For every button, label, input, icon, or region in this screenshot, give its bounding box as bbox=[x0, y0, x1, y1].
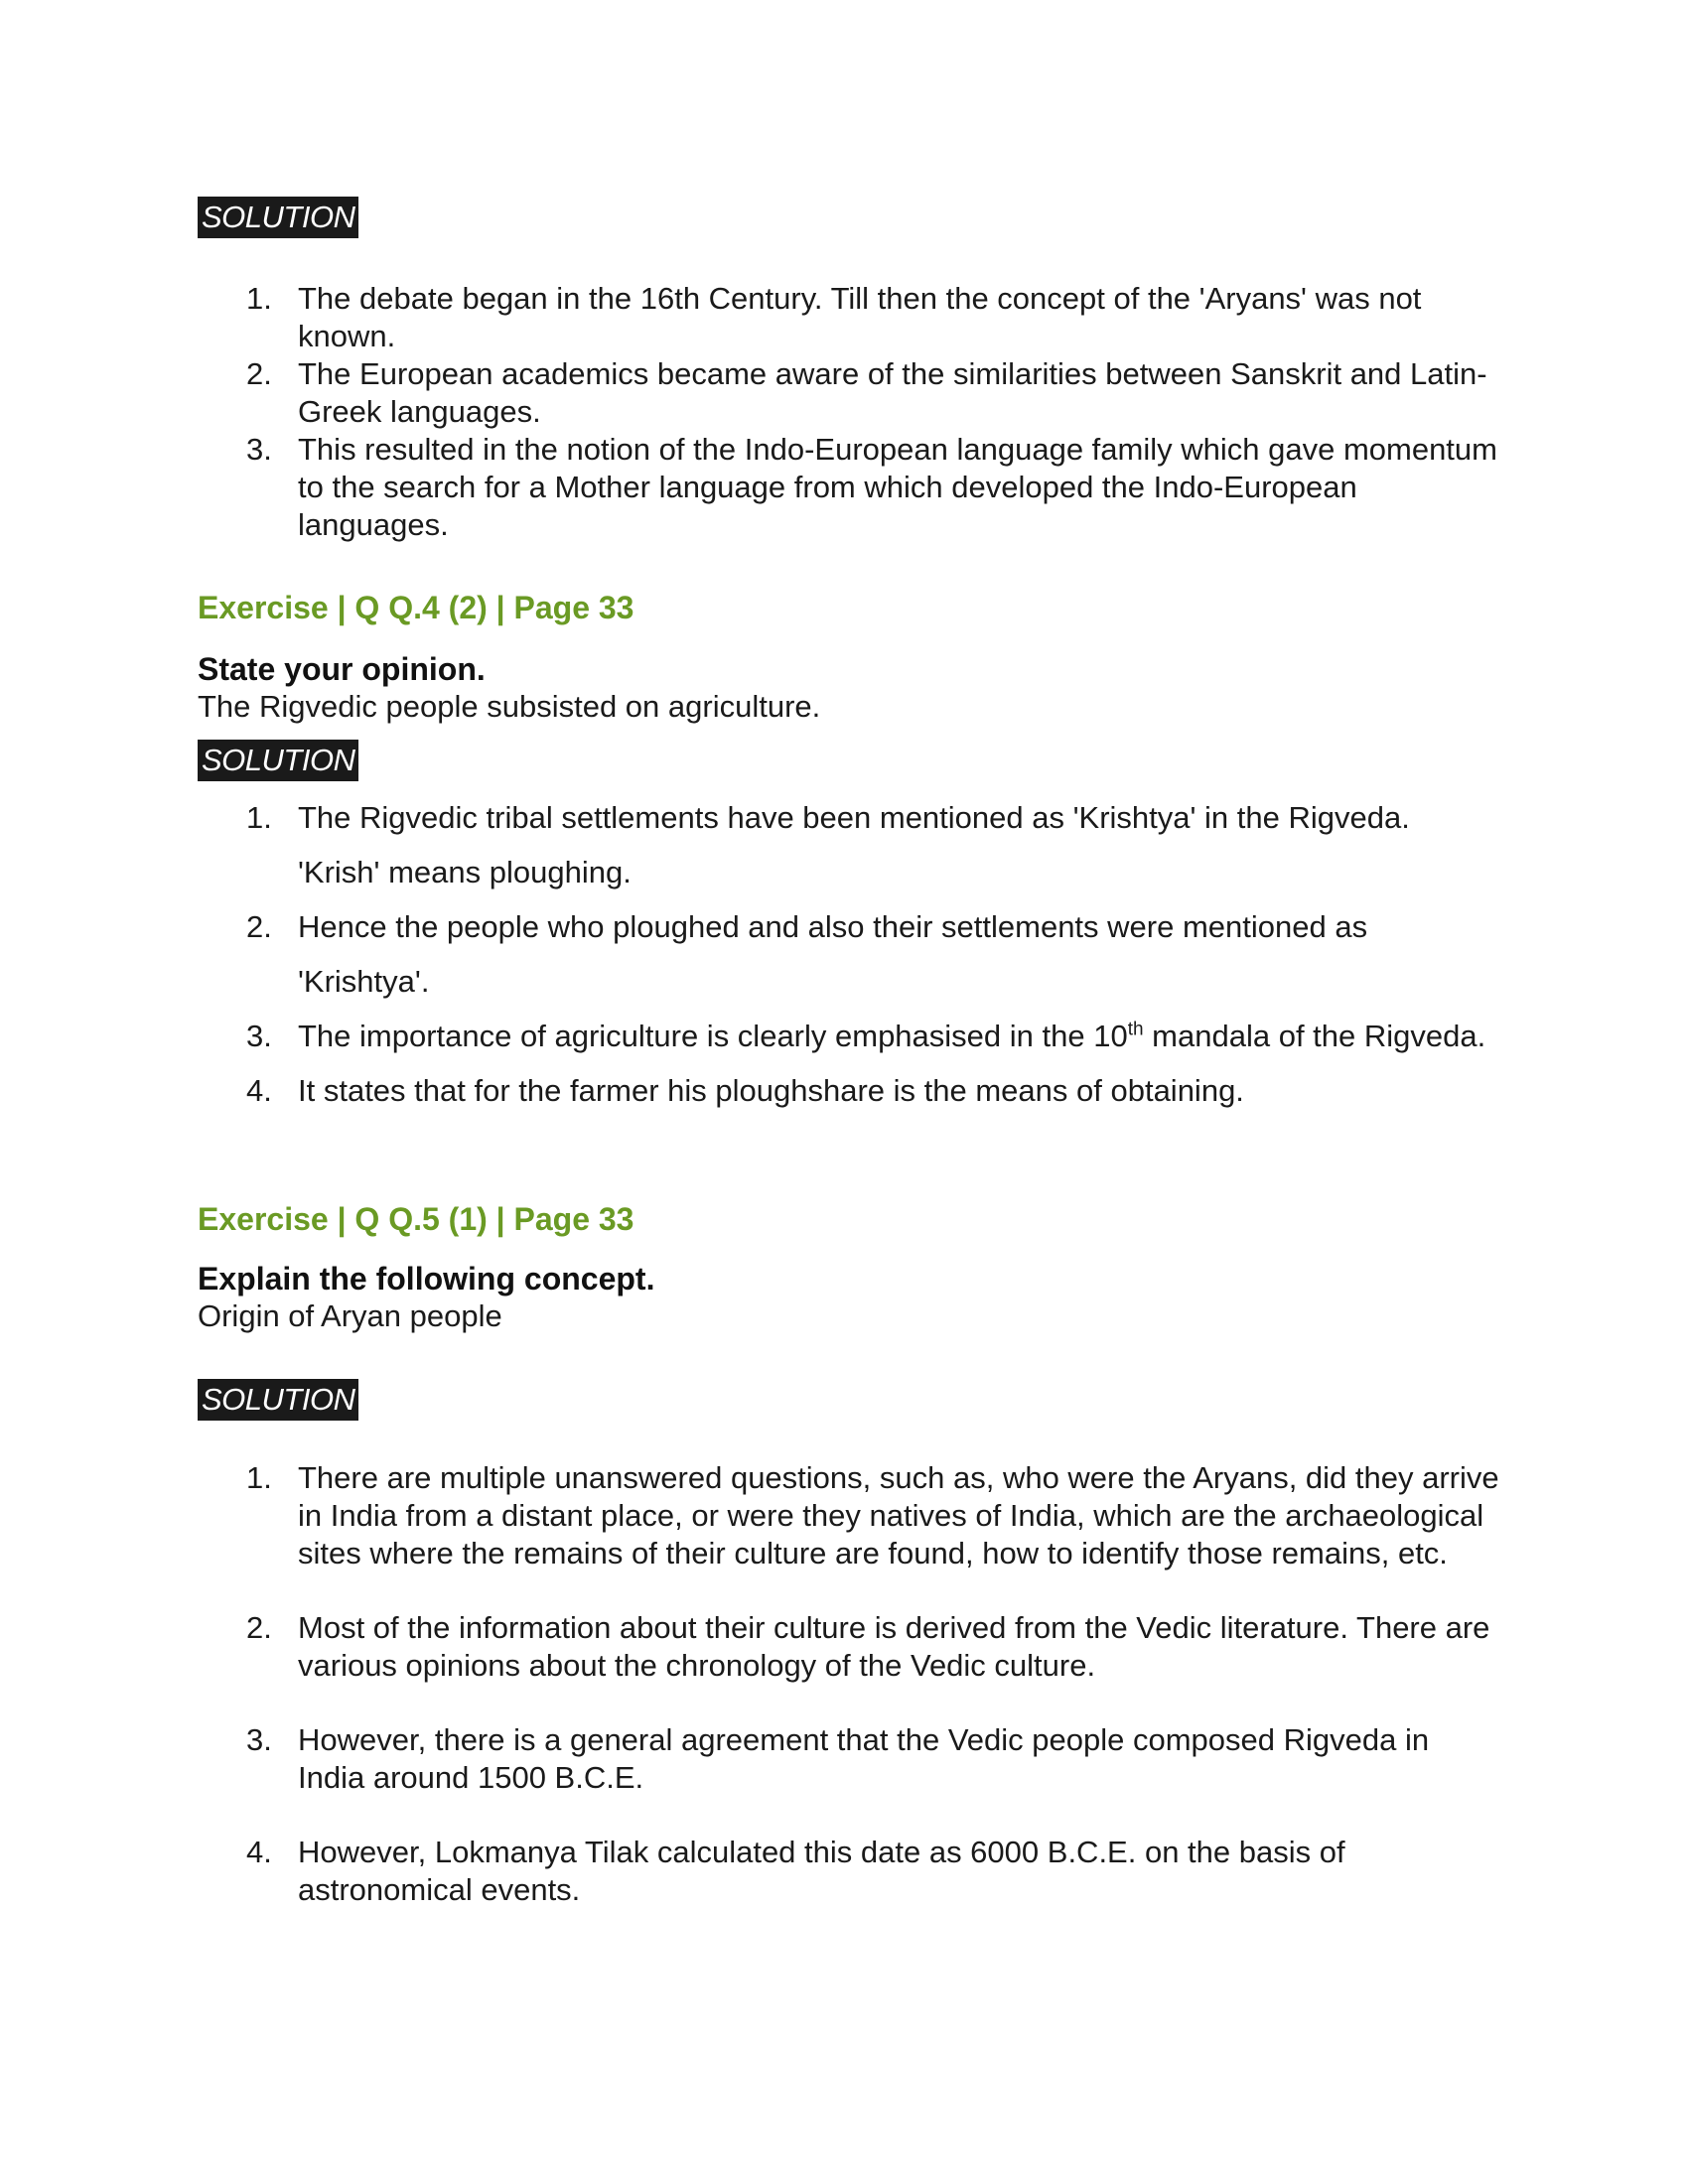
list-item-text: Hence the people who ploughed and also their settlements were mentioned as 'Krishtya'. bbox=[298, 909, 1368, 999]
list-item-text-part: The importance of agriculture is clearly emphasised in the 10 bbox=[298, 1019, 1128, 1053]
list-number: 3. bbox=[246, 1019, 272, 1053]
list-item bbox=[0, 899, 1499, 1009]
list-item bbox=[0, 280, 1499, 355]
list-item bbox=[0, 1834, 1499, 1909]
list-item-text: However, there is a general agreement that the Vedic people composed Rigveda in India around 1500 B.C.E. bbox=[298, 1722, 1430, 1795]
solution-list bbox=[0, 1459, 1688, 1909]
list-item bbox=[0, 1459, 1499, 1572]
list-item bbox=[0, 790, 1499, 899]
solution-label bbox=[198, 740, 358, 781]
list-item bbox=[0, 1721, 1499, 1797]
question-text: The Rigvedic people subsisted on agriculture. bbox=[198, 689, 821, 724]
list-number: 4. bbox=[246, 1073, 272, 1108]
list-item-text: The debate began in the 16th Century. Till then the concept of the 'Aryans' was not known. bbox=[298, 281, 1422, 353]
list-item bbox=[0, 431, 1499, 544]
solution-label-text: SOLUTION bbox=[202, 1382, 355, 1417]
exercise-heading: Exercise | Q Q.4 (2) | Page 33 bbox=[198, 590, 634, 625]
solution-label-text: SOLUTION bbox=[202, 200, 355, 234]
list-number: 1. bbox=[246, 800, 272, 835]
list-item-text: There are multiple unanswered questions, such as, who were the Aryans, did they arrive in India from a distant place, or were they natives of India, which are the archaeological sites where the remains of their culture are found, how to identify those remains, etc. bbox=[298, 1460, 1499, 1570]
solution-label bbox=[198, 1379, 358, 1421]
solution-label bbox=[198, 197, 358, 238]
list-item-text: Most of the information about their culture is derived from the Vedic literature. There are various opinions about the chronology of the Vedic culture. bbox=[298, 1610, 1490, 1683]
list-number: 2. bbox=[246, 1610, 272, 1645]
list-item-text: The Rigvedic tribal settlements have been mentioned as 'Krishtya' in the Rigveda. 'Krish' means ploughing. bbox=[298, 800, 1410, 889]
list-number: 1. bbox=[246, 1460, 272, 1495]
list-number: 4. bbox=[246, 1835, 272, 1869]
list-item bbox=[0, 1609, 1499, 1685]
question-text: Origin of Aryan people bbox=[198, 1298, 502, 1333]
question-title: State your opinion. bbox=[198, 651, 486, 687]
list-item-text bbox=[298, 1019, 1485, 1053]
list-item-text: It states that for the farmer his ploughshare is the means of obtaining. bbox=[298, 1073, 1244, 1108]
exercise-heading: Exercise | Q Q.5 (1) | Page 33 bbox=[198, 1201, 634, 1237]
list-number: 2. bbox=[246, 356, 272, 391]
question-title: Explain the following concept. bbox=[198, 1261, 655, 1297]
solution-label-text: SOLUTION bbox=[202, 743, 355, 777]
list-number: 1. bbox=[246, 281, 272, 316]
list-item-text: However, Lokmanya Tilak calculated this date as 6000 B.C.E. on the basis of astronomical events. bbox=[298, 1835, 1345, 1907]
list-item-text-part: mandala of the Rigveda. bbox=[1143, 1019, 1486, 1053]
list-item-text: The European academics became aware of the similarities between Sanskrit and Latin-Greek languages. bbox=[298, 356, 1487, 429]
solution-list bbox=[0, 280, 1688, 544]
list-item-text: This resulted in the notion of the Indo-European language family which gave momentum to the search for a Mother language from which developed the Indo-European languages. bbox=[298, 432, 1497, 542]
list-number: 2. bbox=[246, 909, 272, 944]
list-item bbox=[0, 1063, 1499, 1118]
list-number: 3. bbox=[246, 432, 272, 467]
solution-list bbox=[0, 790, 1688, 1118]
list-item bbox=[0, 1009, 1499, 1063]
list-number: 3. bbox=[246, 1722, 272, 1757]
superscript: th bbox=[1127, 1019, 1144, 1040]
list-item bbox=[0, 355, 1499, 431]
